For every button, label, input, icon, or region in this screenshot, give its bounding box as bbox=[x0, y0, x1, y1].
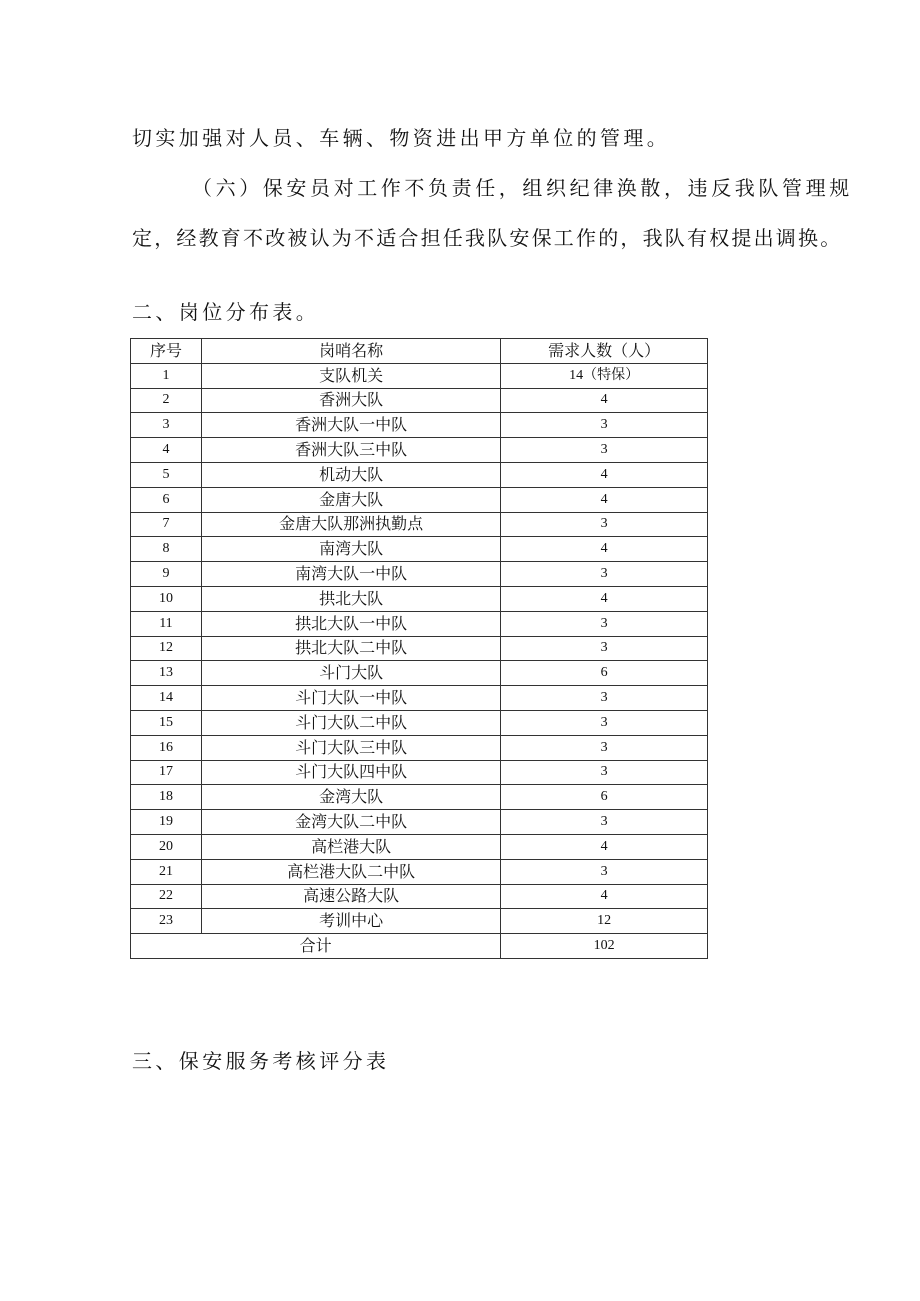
post-distribution-table bbox=[130, 338, 708, 959]
table-row bbox=[131, 562, 708, 587]
table-row bbox=[131, 710, 708, 735]
row-seq: 19 bbox=[131, 810, 202, 835]
table-header-row bbox=[131, 339, 708, 364]
section-heading-assessment: 三、保安服务考核评分表 bbox=[132, 1049, 390, 1073]
row-post-name: 高速公路大队 bbox=[201, 884, 500, 909]
row-post-name: 斗门大队三中队 bbox=[201, 735, 500, 760]
row-seq: 10 bbox=[131, 586, 202, 611]
row-seq: 9 bbox=[131, 562, 202, 587]
header-required-count: 需求人数（人） bbox=[501, 339, 708, 364]
row-required-count: 3 bbox=[501, 438, 708, 463]
row-required-count: 4 bbox=[501, 586, 708, 611]
row-required-count: 4 bbox=[501, 884, 708, 909]
table-row bbox=[131, 388, 708, 413]
row-post-name: 金唐大队那洲执勤点 bbox=[201, 512, 500, 537]
row-seq: 5 bbox=[131, 462, 202, 487]
row-required-count: 4 bbox=[501, 834, 708, 859]
row-required-count: 3 bbox=[501, 512, 708, 537]
table-row bbox=[131, 462, 708, 487]
row-post-name: 斗门大队一中队 bbox=[201, 686, 500, 711]
row-seq: 16 bbox=[131, 735, 202, 760]
table-row bbox=[131, 611, 708, 636]
row-required-count: 3 bbox=[501, 413, 708, 438]
table-row bbox=[131, 859, 708, 884]
row-seq: 15 bbox=[131, 710, 202, 735]
row-post-name: 斗门大队四中队 bbox=[201, 760, 500, 785]
header-seq: 序号 bbox=[131, 339, 202, 364]
row-post-name: 考训中心 bbox=[201, 909, 500, 934]
table-row bbox=[131, 363, 708, 388]
row-required-count: 6 bbox=[501, 785, 708, 810]
row-seq: 11 bbox=[131, 611, 202, 636]
table-row bbox=[131, 636, 708, 661]
row-required-count: 4 bbox=[501, 462, 708, 487]
row-required-count: 3 bbox=[501, 611, 708, 636]
row-post-name: 香洲大队 bbox=[201, 388, 500, 413]
row-post-name: 高栏港大队二中队 bbox=[201, 859, 500, 884]
table-row bbox=[131, 686, 708, 711]
section-heading-post-distribution: 二、岗位分布表。 bbox=[132, 300, 320, 324]
paragraph-management: 切实加强对人员、车辆、物资进出甲方单位的管理。 bbox=[132, 126, 671, 150]
row-seq: 22 bbox=[131, 884, 202, 909]
paragraph-clause-six-continued: 定，经教育不改被认为不适合担任我队安保工作的，我队有权提出调换。 bbox=[132, 226, 843, 250]
row-seq: 7 bbox=[131, 512, 202, 537]
row-post-name: 斗门大队二中队 bbox=[201, 710, 500, 735]
table-body bbox=[131, 363, 708, 933]
row-post-name: 斗门大队 bbox=[201, 661, 500, 686]
table-row bbox=[131, 413, 708, 438]
row-seq: 6 bbox=[131, 487, 202, 512]
total-value: 102 bbox=[501, 934, 708, 959]
row-seq: 8 bbox=[131, 537, 202, 562]
row-required-count: 3 bbox=[501, 686, 708, 711]
table-row bbox=[131, 487, 708, 512]
table-row bbox=[131, 909, 708, 934]
row-seq: 3 bbox=[131, 413, 202, 438]
row-required-count: 3 bbox=[501, 810, 708, 835]
row-post-name: 拱北大队 bbox=[201, 586, 500, 611]
table-total-row bbox=[131, 934, 708, 959]
table-row bbox=[131, 537, 708, 562]
row-seq: 20 bbox=[131, 834, 202, 859]
row-required-count: 3 bbox=[501, 859, 708, 884]
row-post-name: 高栏港大队 bbox=[201, 834, 500, 859]
row-seq: 12 bbox=[131, 636, 202, 661]
row-required-count: 6 bbox=[501, 661, 708, 686]
row-post-name: 南湾大队一中队 bbox=[201, 562, 500, 587]
row-required-count: 4 bbox=[501, 487, 708, 512]
table-row bbox=[131, 834, 708, 859]
row-post-name: 支队机关 bbox=[201, 363, 500, 388]
row-seq: 14 bbox=[131, 686, 202, 711]
row-required-count: 12 bbox=[501, 909, 708, 934]
row-required-count: 3 bbox=[501, 760, 708, 785]
row-seq: 18 bbox=[131, 785, 202, 810]
row-post-name: 金唐大队 bbox=[201, 487, 500, 512]
table-row bbox=[131, 884, 708, 909]
row-seq: 17 bbox=[131, 760, 202, 785]
row-post-name: 金湾大队二中队 bbox=[201, 810, 500, 835]
row-post-name: 南湾大队 bbox=[201, 537, 500, 562]
row-post-name: 金湾大队 bbox=[201, 785, 500, 810]
row-seq: 4 bbox=[131, 438, 202, 463]
row-required-count: 4 bbox=[501, 537, 708, 562]
row-required-count: 3 bbox=[501, 562, 708, 587]
row-seq: 2 bbox=[131, 388, 202, 413]
row-seq: 1 bbox=[131, 363, 202, 388]
row-required-count: 3 bbox=[501, 636, 708, 661]
table-row bbox=[131, 785, 708, 810]
table-row bbox=[131, 760, 708, 785]
row-post-name: 机动大队 bbox=[201, 462, 500, 487]
row-post-name: 香洲大队三中队 bbox=[201, 438, 500, 463]
row-required-count: 14（特保） bbox=[501, 363, 708, 388]
row-seq: 23 bbox=[131, 909, 202, 934]
header-post-name: 岗哨名称 bbox=[201, 339, 500, 364]
table-row bbox=[131, 438, 708, 463]
total-label: 合计 bbox=[131, 934, 501, 959]
row-required-count: 3 bbox=[501, 710, 708, 735]
row-required-count: 3 bbox=[501, 735, 708, 760]
table-row bbox=[131, 810, 708, 835]
paragraph-clause-six: （六）保安员对工作不负责任，组织纪律涣散，违反我队管理规 bbox=[192, 176, 853, 200]
row-post-name: 拱北大队一中队 bbox=[201, 611, 500, 636]
table-row bbox=[131, 661, 708, 686]
row-seq: 21 bbox=[131, 859, 202, 884]
row-seq: 13 bbox=[131, 661, 202, 686]
row-post-name: 香洲大队一中队 bbox=[201, 413, 500, 438]
table-row bbox=[131, 586, 708, 611]
table-row bbox=[131, 512, 708, 537]
row-required-count: 4 bbox=[501, 388, 708, 413]
row-post-name: 拱北大队二中队 bbox=[201, 636, 500, 661]
table-row bbox=[131, 735, 708, 760]
